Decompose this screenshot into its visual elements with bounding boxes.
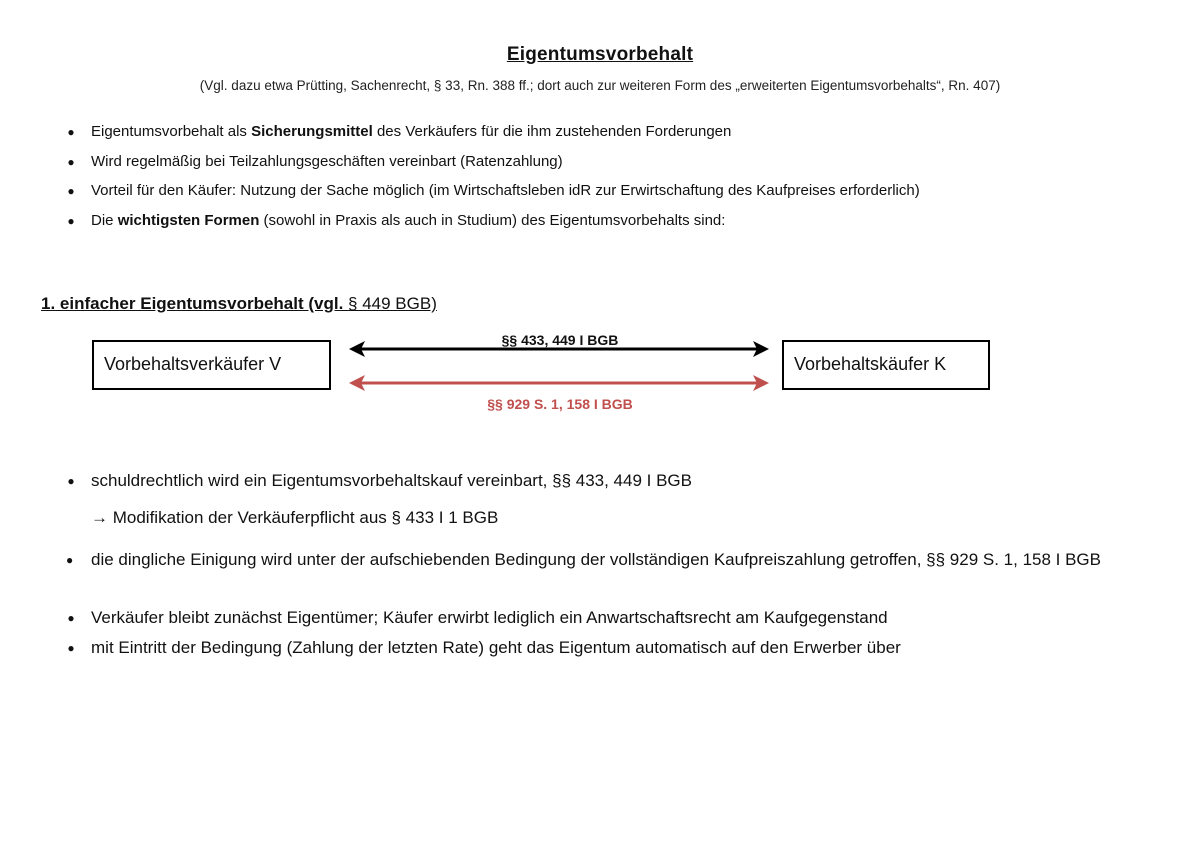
- list-item: ● die dingliche Einigung wird unter der aufschiebenden Bedingung der vollständigen Kaufpreiszahlung getroffen, §§ 929 S. 1, 158 I BGB: [66, 545, 1176, 603]
- transfer-label: §§ 929 S. 1, 158 I BGB: [487, 396, 633, 412]
- obligation-label: §§ 433, 449 I BGB: [501, 332, 619, 348]
- list-item: ● Vorteil für den Käufer: Nutzung der Sache möglich (im Wirtschaftsleben idR zur Erwirtschaftung des Kaufpreises erforderlich): [66, 180, 1166, 210]
- list-item: ● schuldrechtlich wird ein Eigentumsvorbehaltskauf vereinbart, §§ 433, 449 I BGB: [66, 466, 1176, 503]
- bullet-icon: ●: [67, 641, 75, 655]
- list-item: ● Eigentumsvorbehalt als Sicherungsmittel des Verkäufers für die ihm zustehenden Forderungen: [66, 121, 1166, 151]
- list-item: ● Verkäufer bleibt zunächst Eigentümer; Käufer erwirbt lediglich ein Anwartschaftsrecht am Kaufgegenstand: [66, 603, 1176, 633]
- section-heading: 1. einfacher Eigentumsvorbehalt (vgl. § 449 BGB): [41, 294, 437, 313]
- list-item: ● mit Eintritt der Bedingung (Zahlung der letzten Rate) geht das Eigentum automatisch auf den Erwerber über: [66, 633, 1176, 663]
- details-list: [66, 466, 1176, 663]
- buyer-box: Vorbehaltskäufer K: [782, 340, 990, 390]
- bullet-icon: ●: [67, 125, 75, 139]
- page-title: Eigentumsvorbehalt: [506, 44, 694, 65]
- transfer-arrow: [349, 375, 769, 391]
- bullet-icon: ●: [67, 611, 75, 625]
- bullet-icon: ●: [67, 474, 75, 488]
- bullet-icon: ●: [66, 553, 74, 567]
- bullet-icon: ●: [67, 213, 75, 228]
- arrow-right-icon: →: [91, 508, 108, 527]
- bullet-icon: ●: [67, 184, 75, 198]
- bullet-icon: ●: [67, 154, 75, 169]
- list-item: ● Wird regelmäßig bei Teilzahlungsgeschäften vereinbart (Ratenzahlung): [66, 151, 1166, 181]
- list-item: ● Die wichtigsten Formen (sowohl in Praxis als auch in Studium) des Eigentumsvorbehalts sind:: [66, 210, 1166, 240]
- seller-box: Vorbehaltsverkäufer V: [92, 340, 331, 390]
- intro-list: [66, 121, 1166, 239]
- list-subitem: → Modifikation der Verkäuferpflicht aus § 433 I 1 BGB: [91, 508, 499, 527]
- page-subtitle: (Vgl. dazu etwa Prütting, Sachenrecht, § 33, Rn. 388 ff.; dort auch zur weiteren Form des „erweiterten Eigentumsvorbehalts“, Rn. 407): [199, 78, 1001, 93]
